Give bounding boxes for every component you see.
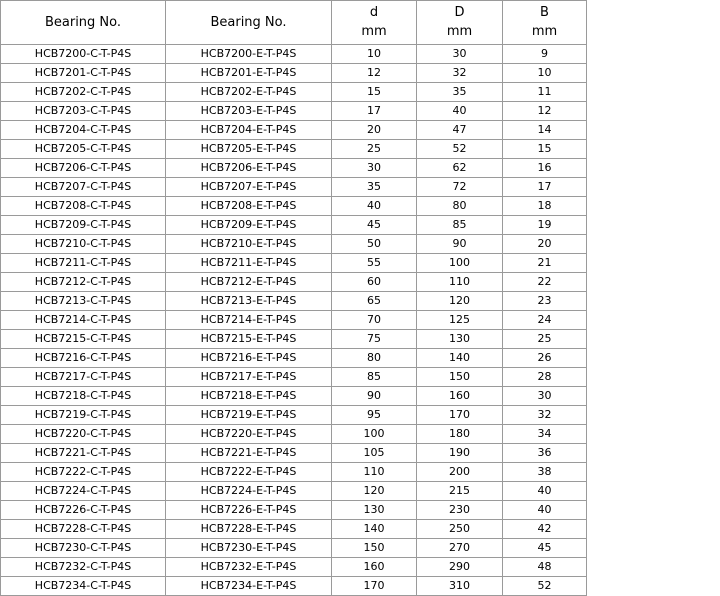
header-d-unit: mm — [361, 24, 387, 39]
d-cell: 15 — [332, 83, 417, 102]
bearing-no-c-cell: HCB7219-C-T-P4S — [1, 406, 166, 425]
d-cell: 60 — [332, 273, 417, 292]
table-row — [1, 311, 587, 330]
header-row — [1, 1, 587, 45]
table-body — [1, 45, 587, 596]
width-B-cell: 22 — [503, 273, 587, 292]
bearing-no-c-cell: HCB7222-C-T-P4S — [1, 463, 166, 482]
d-cell: 85 — [332, 368, 417, 387]
bearing-no-e-cell: HCB7212-E-T-P4S — [166, 273, 332, 292]
d-cell: 35 — [332, 178, 417, 197]
table-row — [1, 83, 587, 102]
table-row — [1, 406, 587, 425]
d-cell: 80 — [332, 349, 417, 368]
bearing-no-c-cell: HCB7213-C-T-P4S — [1, 292, 166, 311]
bearing-no-e-cell: HCB7217-E-T-P4S — [166, 368, 332, 387]
width-B-cell: 25 — [503, 330, 587, 349]
width-B-cell: 32 — [503, 406, 587, 425]
bearing-no-c-cell: HCB7221-C-T-P4S — [1, 444, 166, 463]
width-B-cell: 40 — [503, 501, 587, 520]
bearing-no-c-cell: HCB7205-C-T-P4S — [1, 140, 166, 159]
bearing-no-e-cell: HCB7226-E-T-P4S — [166, 501, 332, 520]
header-D-unit: mm — [446, 24, 473, 39]
bearing-no-e-cell: HCB7206-E-T-P4S — [166, 159, 332, 178]
bearing-no-e-cell: HCB7204-E-T-P4S — [166, 121, 332, 140]
outer-D-cell: 125 — [417, 311, 503, 330]
outer-D-cell: 250 — [417, 520, 503, 539]
bearing-no-e-cell: HCB7210-E-T-P4S — [166, 235, 332, 254]
outer-D-cell: 270 — [417, 539, 503, 558]
table-row — [1, 444, 587, 463]
d-cell: 100 — [332, 425, 417, 444]
table-row — [1, 178, 587, 197]
bearing-no-e-cell: HCB7230-E-T-P4S — [166, 539, 332, 558]
table-row — [1, 387, 587, 406]
outer-D-cell: 190 — [417, 444, 503, 463]
table-row — [1, 197, 587, 216]
table-row — [1, 216, 587, 235]
d-cell: 110 — [332, 463, 417, 482]
width-B-cell: 20 — [503, 235, 587, 254]
bearing-no-e-cell: HCB7219-E-T-P4S — [166, 406, 332, 425]
outer-D-cell: 62 — [417, 159, 503, 178]
bearing-no-e-cell: HCB7221-E-T-P4S — [166, 444, 332, 463]
d-cell: 105 — [332, 444, 417, 463]
bearing-no-e-cell: HCB7214-E-T-P4S — [166, 311, 332, 330]
outer-D-cell: 90 — [417, 235, 503, 254]
width-B-cell: 19 — [503, 216, 587, 235]
width-B-cell: 21 — [503, 254, 587, 273]
table-row — [1, 159, 587, 178]
table-row — [1, 235, 587, 254]
outer-D-cell: 150 — [417, 368, 503, 387]
width-B-cell: 48 — [503, 558, 587, 577]
table-row — [1, 292, 587, 311]
bearing-no-c-cell: HCB7218-C-T-P4S — [1, 387, 166, 406]
bearing-no-e-cell: HCB7208-E-T-P4S — [166, 197, 332, 216]
bearing-no-c-cell: HCB7210-C-T-P4S — [1, 235, 166, 254]
table-row — [1, 330, 587, 349]
table-row — [1, 349, 587, 368]
width-B-cell: 52 — [503, 577, 587, 596]
d-cell: 95 — [332, 406, 417, 425]
bearing-no-e-cell: HCB7216-E-T-P4S — [166, 349, 332, 368]
bearing-no-e-cell: HCB7211-E-T-P4S — [166, 254, 332, 273]
d-cell: 65 — [332, 292, 417, 311]
outer-D-cell: 230 — [417, 501, 503, 520]
outer-D-cell: 85 — [417, 216, 503, 235]
table-row — [1, 501, 587, 520]
bearing-no-e-cell: HCB7215-E-T-P4S — [166, 330, 332, 349]
header-D-symbol: D — [454, 5, 465, 20]
outer-D-cell: 215 — [417, 482, 503, 501]
bearing-no-c-cell: HCB7201-C-T-P4S — [1, 64, 166, 83]
outer-D-cell: 52 — [417, 140, 503, 159]
bearing-no-e-cell: HCB7234-E-T-P4S — [166, 577, 332, 596]
width-B-cell: 17 — [503, 178, 587, 197]
bearing-no-c-cell: HCB7226-C-T-P4S — [1, 501, 166, 520]
bearing-no-c-cell: HCB7214-C-T-P4S — [1, 311, 166, 330]
d-cell: 75 — [332, 330, 417, 349]
bearing-no-e-cell: HCB7232-E-T-P4S — [166, 558, 332, 577]
header-bearing-no-e: Bearing No. — [166, 1, 332, 45]
outer-D-cell: 180 — [417, 425, 503, 444]
outer-D-cell: 100 — [417, 254, 503, 273]
d-cell: 55 — [332, 254, 417, 273]
width-B-cell: 10 — [503, 64, 587, 83]
table-row — [1, 558, 587, 577]
bearing-no-e-cell: HCB7222-E-T-P4S — [166, 463, 332, 482]
outer-D-cell: 40 — [417, 102, 503, 121]
bearing-no-c-cell: HCB7215-C-T-P4S — [1, 330, 166, 349]
outer-D-cell: 140 — [417, 349, 503, 368]
bearing-no-c-cell: HCB7211-C-T-P4S — [1, 254, 166, 273]
bearing-no-c-cell: HCB7232-C-T-P4S — [1, 558, 166, 577]
bearing-no-c-cell: HCB7234-C-T-P4S — [1, 577, 166, 596]
table-row — [1, 102, 587, 121]
bearing-no-c-cell: HCB7230-C-T-P4S — [1, 539, 166, 558]
d-cell: 150 — [332, 539, 417, 558]
width-B-cell: 18 — [503, 197, 587, 216]
width-B-cell: 38 — [503, 463, 587, 482]
outer-D-cell: 32 — [417, 64, 503, 83]
bearing-no-c-cell: HCB7228-C-T-P4S — [1, 520, 166, 539]
bearing-no-e-cell: HCB7209-E-T-P4S — [166, 216, 332, 235]
d-cell: 70 — [332, 311, 417, 330]
d-cell: 20 — [332, 121, 417, 140]
header-bearing-no-c: Bearing No. — [1, 1, 166, 45]
outer-D-cell: 290 — [417, 558, 503, 577]
outer-D-cell: 72 — [417, 178, 503, 197]
bearing-no-e-cell: HCB7207-E-T-P4S — [166, 178, 332, 197]
width-B-cell: 26 — [503, 349, 587, 368]
width-B-cell: 45 — [503, 539, 587, 558]
outer-D-cell: 160 — [417, 387, 503, 406]
d-cell: 50 — [332, 235, 417, 254]
width-B-cell: 28 — [503, 368, 587, 387]
bearing-no-e-cell: HCB7218-E-T-P4S — [166, 387, 332, 406]
bearing-no-e-cell: HCB7202-E-T-P4S — [166, 83, 332, 102]
bearing-no-e-cell: HCB7220-E-T-P4S — [166, 425, 332, 444]
d-cell: 12 — [332, 64, 417, 83]
width-B-cell: 42 — [503, 520, 587, 539]
table-row — [1, 482, 587, 501]
width-B-cell: 36 — [503, 444, 587, 463]
table-row — [1, 45, 587, 64]
bearing-no-e-cell: HCB7228-E-T-P4S — [166, 520, 332, 539]
outer-D-cell: 170 — [417, 406, 503, 425]
bearing-no-c-cell: HCB7224-C-T-P4S — [1, 482, 166, 501]
d-cell: 90 — [332, 387, 417, 406]
d-cell: 30 — [332, 159, 417, 178]
bearing-no-c-cell: HCB7204-C-T-P4S — [1, 121, 166, 140]
bearing-no-e-cell: HCB7200-E-T-P4S — [166, 45, 332, 64]
bearing-no-c-cell: HCB7212-C-T-P4S — [1, 273, 166, 292]
bearing-no-c-cell: HCB7200-C-T-P4S — [1, 45, 166, 64]
bearing-no-e-cell: HCB7224-E-T-P4S — [166, 482, 332, 501]
d-cell: 160 — [332, 558, 417, 577]
width-B-cell: 30 — [503, 387, 587, 406]
outer-D-cell: 130 — [417, 330, 503, 349]
outer-D-cell: 120 — [417, 292, 503, 311]
table-row — [1, 273, 587, 292]
table-row — [1, 463, 587, 482]
header-B-symbol: B — [540, 5, 549, 20]
width-B-cell: 9 — [503, 45, 587, 64]
table-header — [1, 1, 587, 45]
d-cell: 17 — [332, 102, 417, 121]
table-row — [1, 520, 587, 539]
d-cell: 10 — [332, 45, 417, 64]
table-row — [1, 368, 587, 387]
outer-D-cell: 47 — [417, 121, 503, 140]
outer-D-cell: 110 — [417, 273, 503, 292]
table-row — [1, 539, 587, 558]
header-width — [503, 1, 587, 45]
header-outer-diameter — [417, 1, 503, 45]
width-B-cell: 14 — [503, 121, 587, 140]
bearing-no-c-cell: HCB7203-C-T-P4S — [1, 102, 166, 121]
header-B-unit: mm — [531, 24, 558, 39]
bearing-no-e-cell: HCB7205-E-T-P4S — [166, 140, 332, 159]
bearing-no-e-cell: HCB7203-E-T-P4S — [166, 102, 332, 121]
d-cell: 25 — [332, 140, 417, 159]
outer-D-cell: 200 — [417, 463, 503, 482]
width-B-cell: 40 — [503, 482, 587, 501]
table-row — [1, 64, 587, 83]
table-row — [1, 121, 587, 140]
bearing-no-e-cell: HCB7201-E-T-P4S — [166, 64, 332, 83]
bearing-no-c-cell: HCB7217-C-T-P4S — [1, 368, 166, 387]
width-B-cell: 11 — [503, 83, 587, 102]
bearing-no-c-cell: HCB7202-C-T-P4S — [1, 83, 166, 102]
d-cell: 45 — [332, 216, 417, 235]
outer-D-cell: 310 — [417, 577, 503, 596]
bearing-no-c-cell: HCB7207-C-T-P4S — [1, 178, 166, 197]
d-cell: 40 — [332, 197, 417, 216]
width-B-cell: 16 — [503, 159, 587, 178]
d-cell: 140 — [332, 520, 417, 539]
outer-D-cell: 30 — [417, 45, 503, 64]
bearing-no-c-cell: HCB7220-C-T-P4S — [1, 425, 166, 444]
bearing-no-c-cell: HCB7206-C-T-P4S — [1, 159, 166, 178]
header-inner-diameter — [332, 1, 417, 45]
width-B-cell: 15 — [503, 140, 587, 159]
table-row — [1, 577, 587, 596]
table-row — [1, 140, 587, 159]
width-B-cell: 23 — [503, 292, 587, 311]
width-B-cell: 24 — [503, 311, 587, 330]
d-cell: 130 — [332, 501, 417, 520]
width-B-cell: 12 — [503, 102, 587, 121]
width-B-cell: 34 — [503, 425, 587, 444]
bearing-no-c-cell: HCB7216-C-T-P4S — [1, 349, 166, 368]
table-row — [1, 425, 587, 444]
bearing-no-e-cell: HCB7213-E-T-P4S — [166, 292, 332, 311]
bearing-no-c-cell: HCB7208-C-T-P4S — [1, 197, 166, 216]
outer-D-cell: 35 — [417, 83, 503, 102]
bearing-no-c-cell: HCB7209-C-T-P4S — [1, 216, 166, 235]
d-cell: 120 — [332, 482, 417, 501]
d-cell: 170 — [332, 577, 417, 596]
header-d-symbol: d — [369, 5, 379, 20]
outer-D-cell: 80 — [417, 197, 503, 216]
table-row — [1, 254, 587, 273]
